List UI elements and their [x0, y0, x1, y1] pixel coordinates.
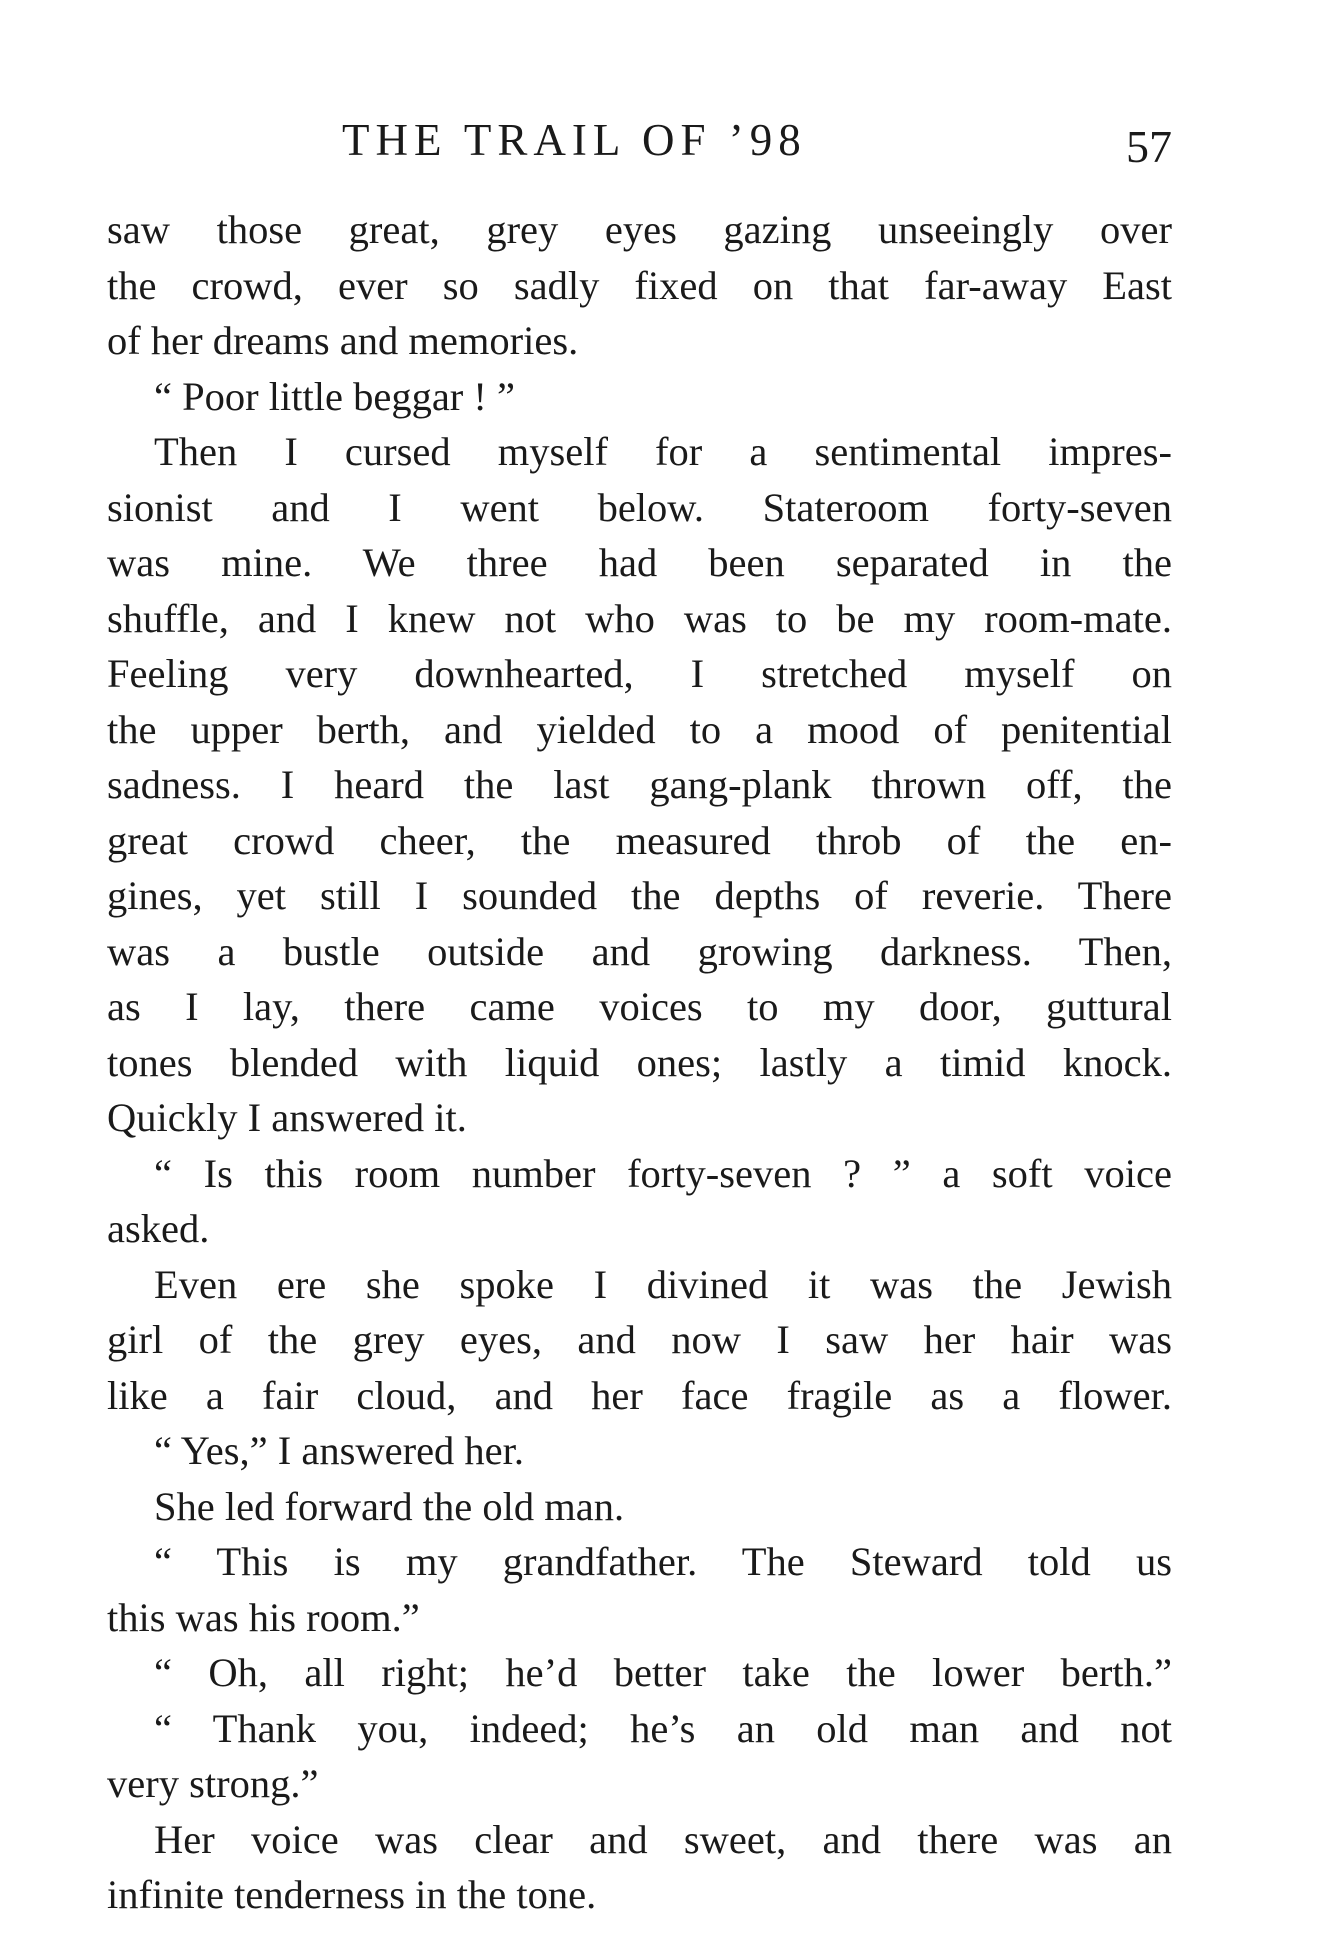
text-line: like a fair cloud, and her face fragile as a flower. — [107, 1372, 1172, 1418]
text-line: asked. — [107, 1206, 210, 1251]
text-line: gines, yet still I sounded the depths of reverie. There — [107, 873, 1172, 918]
text-line: as I lay, there came voices to my door, guttural — [107, 984, 1172, 1029]
text-line: was mine. We three had been separated in the — [107, 540, 1172, 585]
text-line: the crowd, ever so sadly fixed on that far-away East — [107, 262, 1172, 308]
text-line: great crowd cheer, the measured throb of the en- — [107, 817, 1172, 863]
text-line: Even ere she spoke I divined it was the Jewish — [154, 1261, 1172, 1307]
text-line: the upper berth, and yielded to a mood of penitential — [107, 706, 1172, 752]
text-line: Her voice was clear and sweet, and there was an — [154, 1816, 1172, 1862]
text-line: shuffle, and I knew not who was to be my room-mate. — [107, 595, 1172, 641]
text-line: “ Thank you, indeed; he’s an old man and not — [154, 1705, 1172, 1751]
book-page — [107, 115, 1172, 1923]
text-line: “ Yes,” I answered her. — [154, 1428, 525, 1473]
text-line: saw those great, grey eyes gazing unseeingly over — [107, 207, 1172, 252]
text-line: girl of the grey eyes, and now I saw her hair was — [107, 1317, 1172, 1362]
text-line: sionist and I went below. Stateroom forty-seven — [107, 484, 1172, 530]
text-line: Quickly I answered it. — [107, 1095, 467, 1140]
text-line: “ This is my grandfather. The Steward told us — [154, 1539, 1172, 1584]
text-line: “ Is this room number forty-seven ? ” a soft voice — [154, 1150, 1172, 1196]
text-line: sadness. I heard the last gang-plank thrown off, the — [107, 762, 1172, 807]
text-line: was a bustle outside and growing darkness. Then, — [107, 928, 1172, 974]
page-number: 57 — [1126, 121, 1172, 172]
body-text — [107, 202, 1172, 1923]
running-head — [107, 115, 1172, 182]
text-line: infinite tenderness in the tone. — [107, 1872, 597, 1917]
text-line: of her dreams and memories. — [107, 318, 579, 363]
text-line: tones blended with liquid ones; lastly a timid knock. — [107, 1039, 1172, 1085]
text-line: Then I cursed myself for a sentimental impres- — [154, 429, 1172, 474]
text-line: She led forward the old man. — [154, 1483, 625, 1529]
text-line: Feeling very downhearted, I stretched myself on — [107, 651, 1172, 696]
text-line: “ Poor little beggar ! ” — [154, 373, 515, 419]
text-line: “ Oh, all right; he’d better take the lower berth.” — [154, 1650, 1172, 1695]
running-title: THE TRAIL OF ’98 — [342, 115, 807, 165]
text-line: very strong.” — [107, 1761, 319, 1806]
text-line: this was his room.” — [107, 1594, 420, 1640]
